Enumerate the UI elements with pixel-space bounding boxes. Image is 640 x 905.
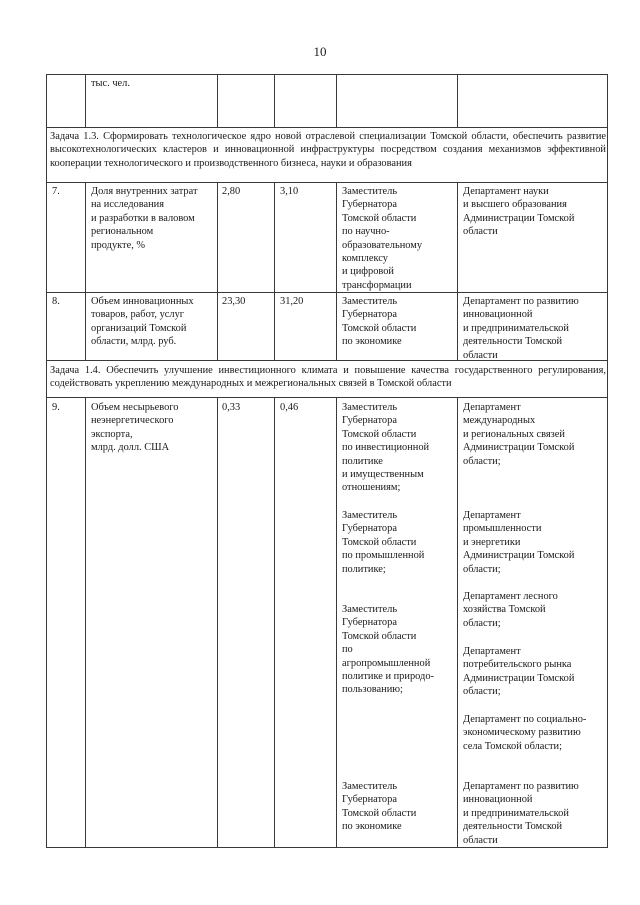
indicator-cell: Объем несырьевого неэнергетического экспорта, млрд. долл. США <box>91 402 179 454</box>
task-1-3: Задача 1.3. Сформировать технологическое ядро новой отраслевой специализации Томской области, обеспечить развитие высокотехнологических кластеров и инновационной инфраструктуры посредством создания механизмов эффективной кооперации технологического и производственного бизнеса, науки и образования <box>50 131 606 169</box>
responsible-cell: Заместитель Губернатора Томской области по экономике <box>342 781 417 833</box>
unit-cell: тыс. чел. <box>91 78 130 89</box>
executor-cell: Департамент науки и высшего образования Администрации Томской области <box>463 186 575 238</box>
page-number: 10 <box>313 44 327 59</box>
responsible-cell: Заместитель Губернатора Томской области по промышленной политике; <box>342 510 425 575</box>
responsible-cell: Заместитель Губернатора Томской области по агропромышленной политике и природо- пользованию; <box>342 604 434 696</box>
executor-cell: Департамент лесного хозяйства Томской области; <box>463 591 558 629</box>
executor-cell: Департамент по развитию инновационной и предпринимательской деятельности Томской области <box>463 781 579 846</box>
responsible-cell: Заместитель Губернатора Томской области по научно- образовательному комплексу и цифровой трансформации <box>342 186 423 291</box>
row-number: 7. <box>52 186 60 197</box>
row-number: 9. <box>52 402 60 413</box>
value-cell: 23,30 <box>222 296 246 307</box>
executor-cell: Департамент по социально- экономическому развитию села Томской области; <box>463 714 587 752</box>
indicator-cell: Объем инновационных товаров, работ, услуг организаций Томской области, млрд. руб. <box>91 296 194 348</box>
row-number: 8. <box>52 296 60 307</box>
responsible-cell: Заместитель Губернатора Томской области по экономике <box>342 296 417 348</box>
indicator-cell: Доля внутренних затрат на исследования и разработки в валовом региональном продукте, % <box>91 186 198 251</box>
value-cell: 0,46 <box>280 402 299 413</box>
value-cell: 3,10 <box>280 186 299 197</box>
executor-cell: Департамент потребительского рынка Администрации Томской области; <box>463 646 575 698</box>
executor-cell: Департамент международных и региональных связей Администрации Томской области; <box>463 402 575 467</box>
value-cell: 2,80 <box>222 186 241 197</box>
executor-cell: Департамент промышленности и энергетики Администрации Томской области; <box>463 510 575 575</box>
responsible-cell: Заместитель Губернатора Томской области по инвестиционной политике и имущественным отношениям; <box>342 402 430 494</box>
executor-cell: Департамент по развитию инновационной и предпринимательской деятельности Томской области <box>463 296 579 361</box>
value-cell: 31,20 <box>280 296 304 307</box>
value-cell: 0,33 <box>222 402 241 413</box>
task-1-4: Задача 1.4. Обеспечить улучшение инвестиционного климата и повышение качества государственного регулирования, содействовать укреплению международных и межрегиональных связей в Томской области <box>50 365 606 390</box>
